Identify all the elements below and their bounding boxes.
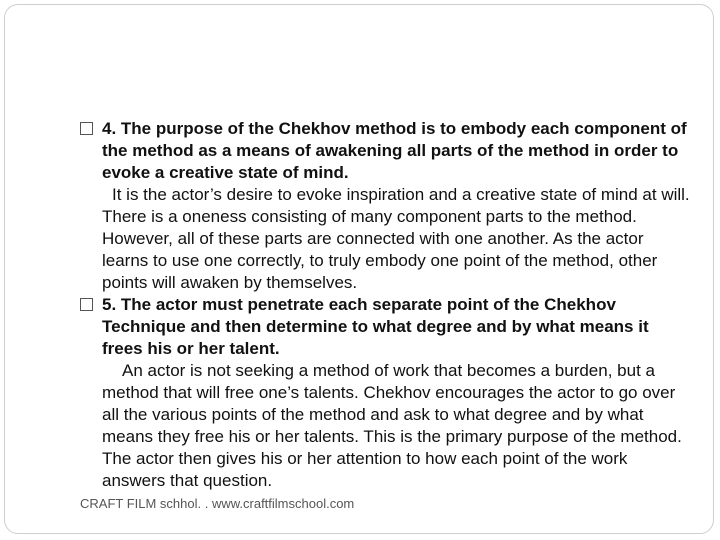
footer-text: CRAFT FILM schhol. . www.craftfilmschool.com <box>80 496 355 511</box>
bullet-point-4 <box>80 118 690 184</box>
bullet-point-5-text: 5. The actor must penetrate each separate point of the Chekhov Technique and then determine to what degree and by what means it frees his or her talent. <box>102 295 649 358</box>
slide-content <box>80 118 690 492</box>
body-paragraph-5: An actor is not seeking a method of work that becomes a burden, but a method that will free one’s talents. Chekhov encourages the actor to go over all the various points of the method and ask to what degree and by what means they free his or her talents. This is the primary purpose of the method. The actor then gives his or her attention to how each point of the work answers that question. <box>102 361 682 490</box>
bullet-point-5 <box>80 294 690 360</box>
body-paragraph-4: It is the actor’s desire to evoke inspiration and a creative state of mind at will. There is a oneness consisting of many component parts to the method. However, all of these parts are connected with one another. As the actor learns to use one correctly, to truly embody one point of the method, other points will awaken by themselves. <box>102 185 690 292</box>
checkbox-bullet-icon <box>80 298 93 311</box>
checkbox-bullet-icon <box>80 122 93 135</box>
bullet-point-4-text: 4. The purpose of the Chekhov method is to embody each component of the method as a means of awakening all parts of the method in order to evoke a creative state of mind. <box>102 119 687 182</box>
